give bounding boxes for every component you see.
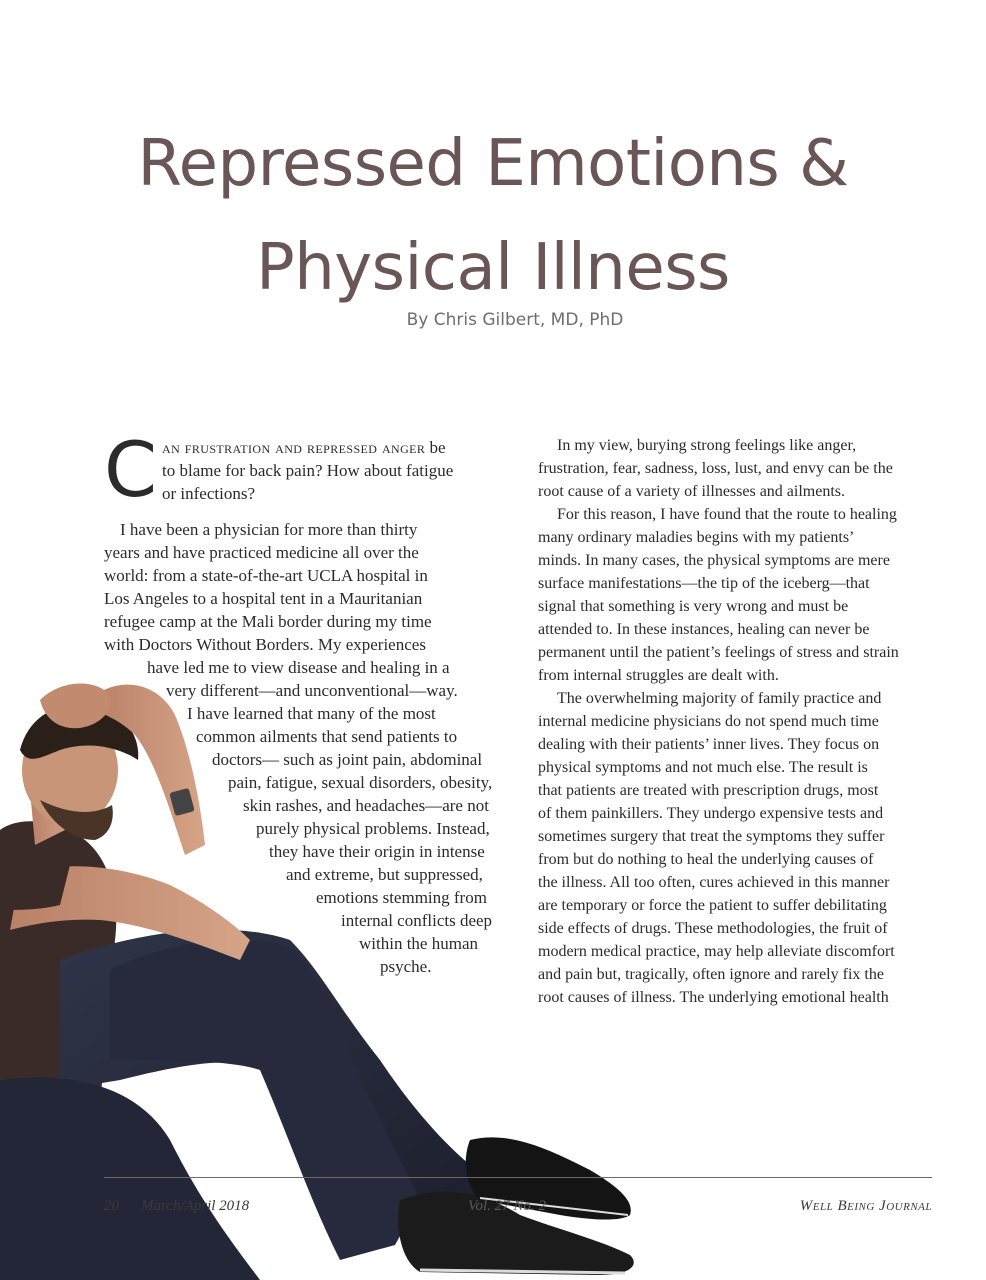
left-line: very different—and unconventional—way.	[166, 681, 458, 700]
left-line: I have been a physician for more than thirty	[120, 520, 418, 539]
issue-date: March/April 2018	[141, 1198, 250, 1214]
left-line: world: from a state-of-the-art UCLA hospital in	[104, 566, 428, 585]
left-line: years and have practiced medicine all over the	[104, 543, 419, 562]
right-line: internal medicine physicians do not spend much time	[538, 713, 879, 730]
right-line: from internal struggles are dealt with.	[538, 667, 779, 684]
left-line: doctors— such as joint pain, abdominal	[212, 750, 483, 769]
left-line: and extreme, but suppressed,	[286, 865, 483, 884]
lead-line-2: to blame for back pain? How about fatigue	[162, 461, 454, 480]
page-number: 20	[104, 1198, 119, 1214]
right-line: signal that something is very wrong and must be	[538, 598, 849, 615]
lead-line-1	[162, 436, 522, 459]
left-line: pain, fatigue, sexual disorders, obesity,	[228, 773, 493, 792]
right-line: The overwhelming majority of family practice and	[557, 690, 882, 707]
left-line: refugee camp at the Mali border during my time	[104, 612, 432, 631]
lead-paragraph	[104, 425, 504, 514]
left-line: I have learned that many of the most	[187, 704, 436, 723]
right-line: permanent until the patient’s feelings of stress and strain	[538, 644, 899, 661]
right-line: In my view, burying strong feelings like anger,	[557, 437, 857, 454]
article-title	[0, 112, 986, 320]
left-line: psyche.	[380, 957, 432, 976]
right-line: attended to. In these instances, healing can never be	[538, 621, 870, 638]
right-line: minds. In many cases, the physical symptoms are mere	[538, 552, 890, 569]
left-line: common ailments that send patients to	[196, 727, 458, 746]
article-title-line-1: Repressed Emotions &	[137, 127, 849, 201]
right-line: side effects of drugs. These methodologies, the fruit of	[538, 920, 888, 937]
right-line: sometimes surgery that treat the symptoms they suffer	[538, 828, 885, 845]
right-line: modern medical practice, may help alleviate discomfort	[538, 943, 895, 960]
right-line: dealing with their patients’ inner lives. They focus on	[538, 736, 880, 753]
left-line: internal conflicts deep	[341, 911, 493, 930]
author-byline: By Chris Gilbert, MD, PhD	[406, 310, 624, 330]
footer-rule	[104, 1177, 932, 1178]
publication-name: Well Being Journal	[799, 1198, 932, 1214]
left-line: Los Angeles to a hospital tent in a Mauritanian	[104, 589, 423, 608]
right-line: root cause of a variety of illnesses and ailments.	[538, 483, 846, 500]
left-line: within the human	[359, 934, 478, 953]
right-line: root causes of illness. The underlying emotional health	[538, 989, 889, 1006]
drop-cap: C	[104, 425, 158, 514]
left-line: emotions stemming from	[316, 888, 487, 907]
right-line: of them painkillers. They undergo expensive tests and	[538, 805, 884, 822]
right-line: physical symptoms and not much else. The result is	[538, 759, 868, 776]
left-line: they have their origin in intense	[269, 842, 485, 861]
article-title-line-2: Physical Illness	[256, 231, 730, 305]
left-line: skin rashes, and headaches—are not	[243, 796, 489, 815]
right-line: and pain but, tragically, often ignore and rarely fix the	[538, 966, 884, 983]
left-line: purely physical problems. Instead,	[256, 819, 490, 838]
left-line: have led me to view disease and healing in a	[147, 658, 450, 677]
left-line: with Doctors Without Borders. My experiences	[104, 635, 426, 654]
right-line: frustration, fear, sadness, loss, lust, and envy can be the	[538, 460, 893, 477]
lead-line-3: or infections?	[162, 484, 255, 503]
lead-line-1-rest: be	[425, 438, 446, 457]
right-line: are temporary or force the patient to suffer debilitating	[538, 897, 887, 914]
right-line: surface manifestations—the tip of the iceberg—that	[538, 575, 870, 592]
right-line: from but do nothing to heal the underlying causes of	[538, 851, 874, 868]
volume-number: Vol. 27 No. 2	[468, 1198, 546, 1214]
lead-smallcaps: an frustration and repressed anger	[162, 438, 426, 457]
right-line: the illness. All too often, cures achieved in this manner	[538, 874, 890, 891]
right-line: that patients are treated with prescription drugs, most	[538, 782, 879, 799]
right-line: many ordinary maladies begins with my patients’	[538, 529, 855, 546]
lead-lines	[162, 436, 522, 505]
right-line: For this reason, I have found that the route to healing	[557, 506, 897, 523]
